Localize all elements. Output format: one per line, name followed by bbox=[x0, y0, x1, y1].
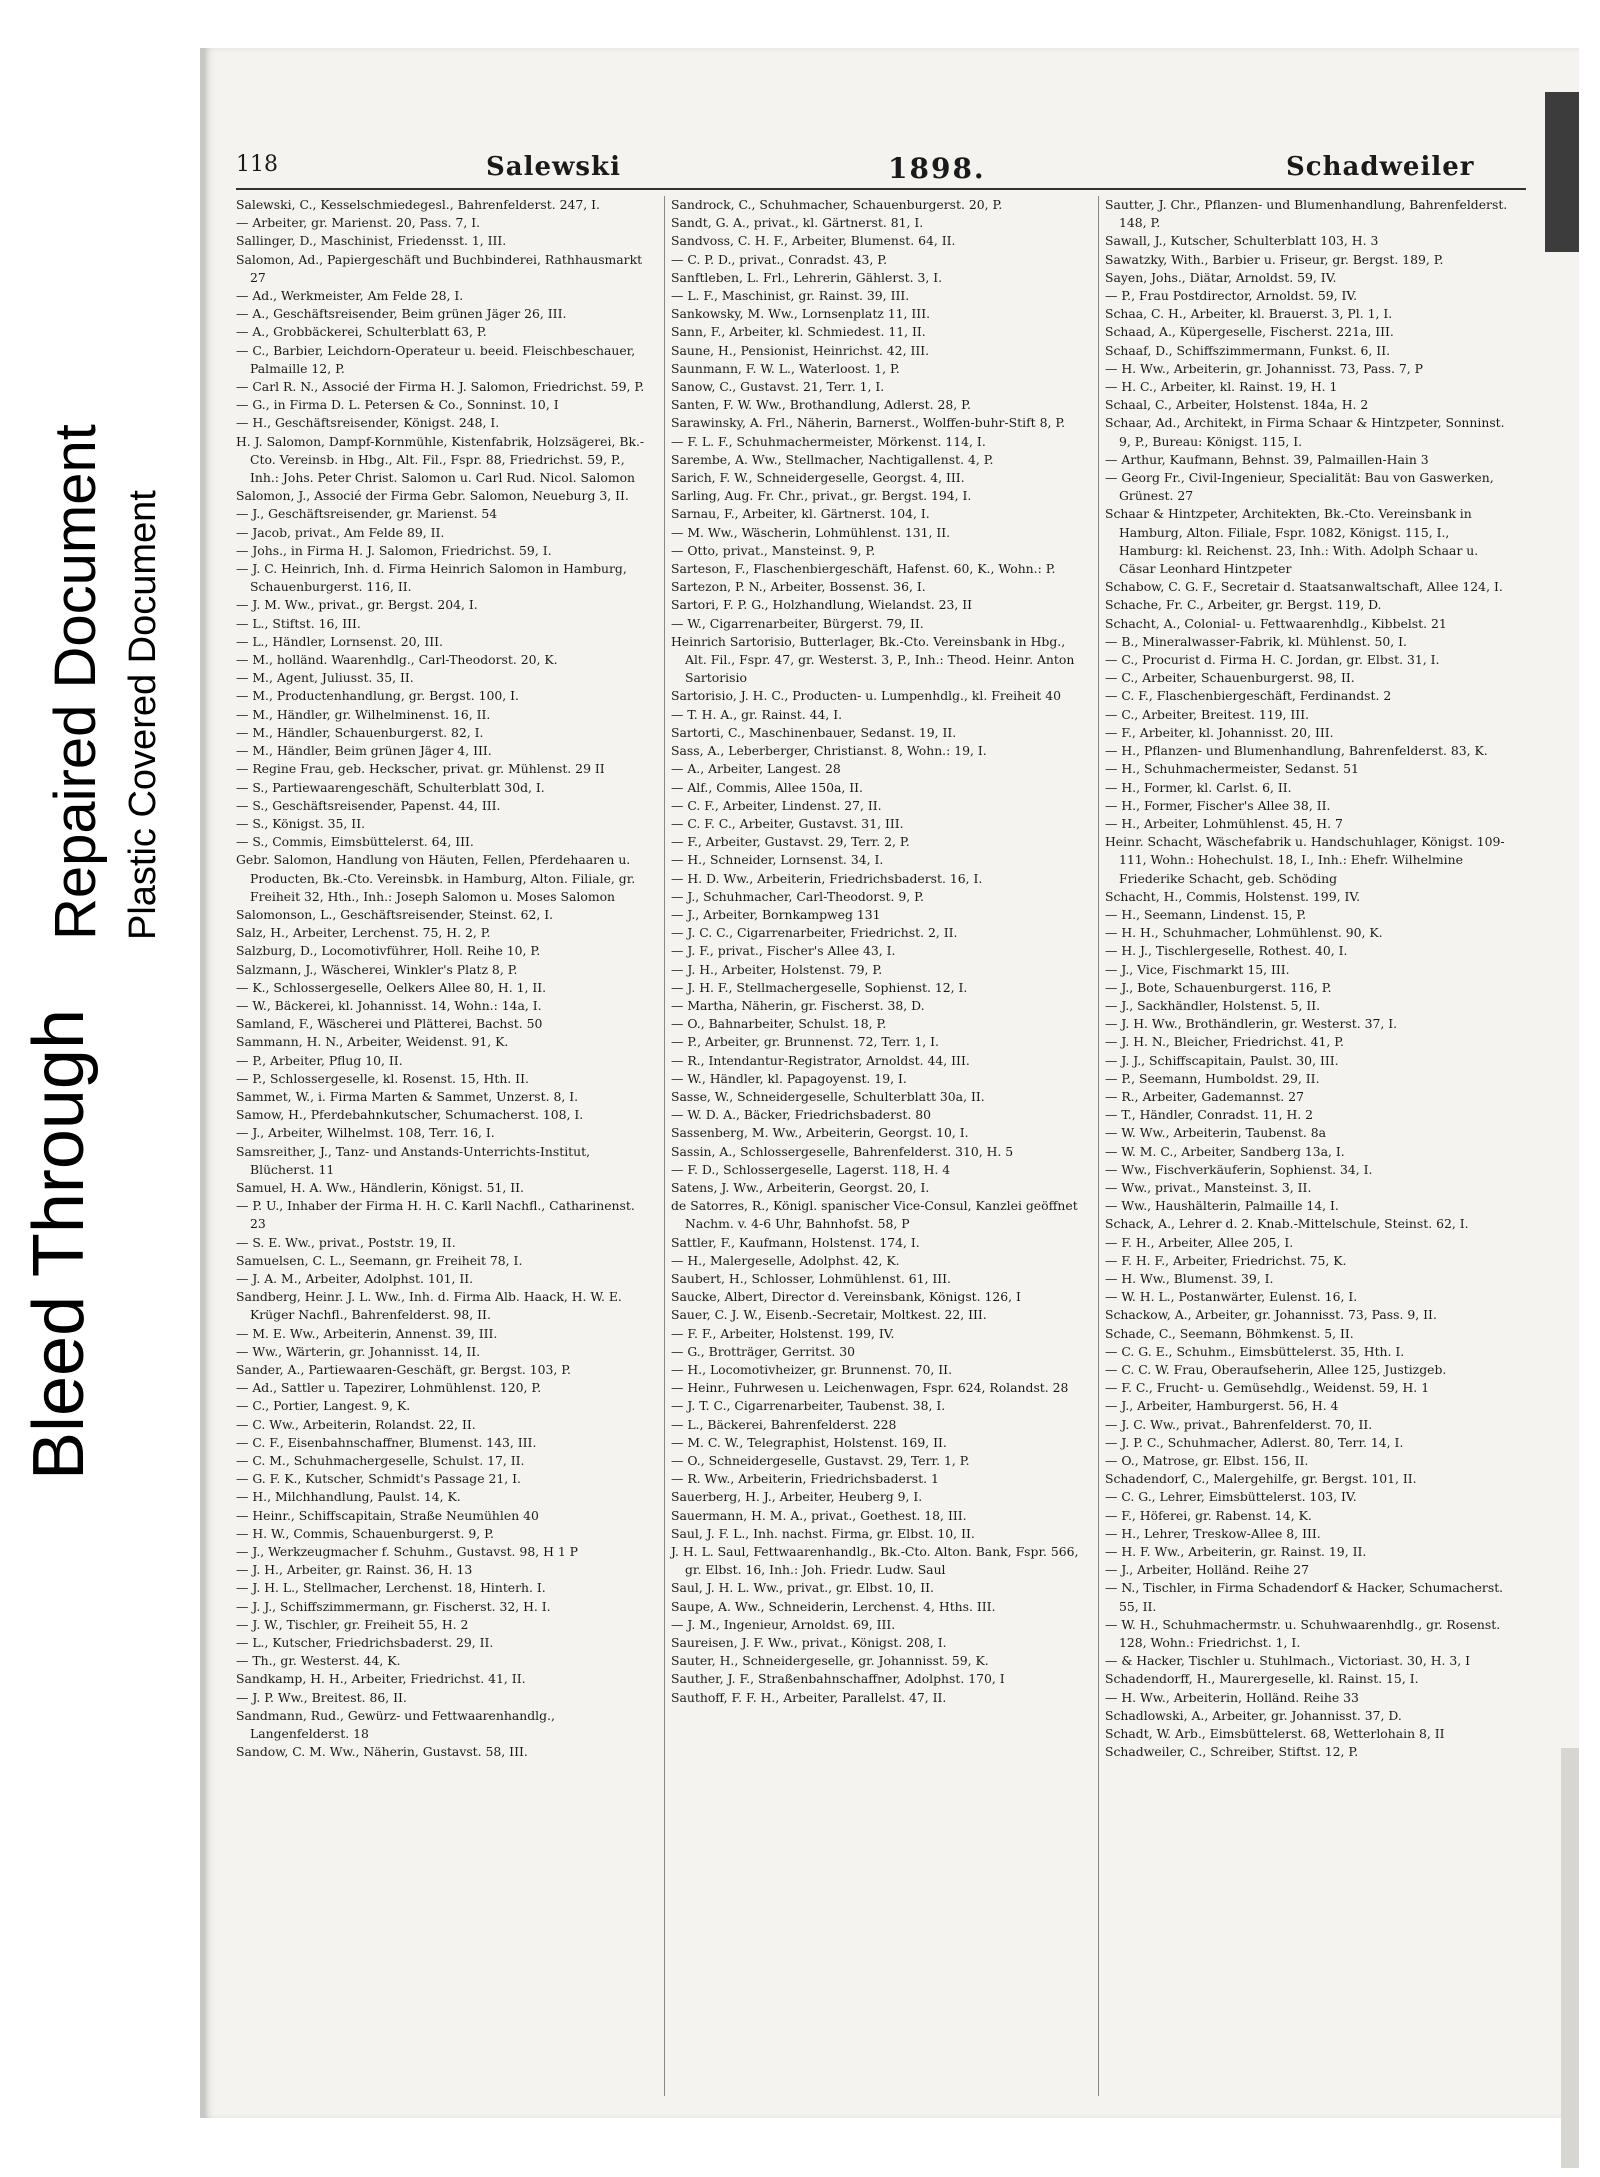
directory-entry: — J., Arbeiter, Hamburgerst. 56, H. 4 bbox=[1105, 1398, 1339, 1414]
directory-entry: — H. C., Arbeiter, kl. Rainst. 19, H. 1 bbox=[1105, 379, 1338, 395]
directory-entry: — J., Bote, Schauenburgerst. 116, P. bbox=[1105, 979, 1332, 995]
directory-entry: — P., Schlossergeselle, kl. Rosenst. 15, Hth. II. bbox=[236, 1070, 529, 1086]
directory-entry: Schaar & Hintzpeter, Architekten, Bk.-Cto. Vereinsbank in Hamburg, Alton. Filiale, Fspr. 1082, Königst. 115, I., Hamburg: kl. Reichenst. 23, Inh.: With. Adolph Schaar u. Cäsar Leonhard Hintzpeter bbox=[1105, 506, 1479, 577]
directory-entry: — G., in Firma D. L. Petersen & Co., Sonninst. 10, I bbox=[236, 397, 559, 413]
directory-entry: — W. Ww., Arbeiterin, Taubenst. 8a bbox=[1105, 1125, 1327, 1141]
directory-entry: Heinr. Schacht, Wäschefabrik u. Handschuhlager, Königst. 109-111, Wohn.: Hohechulst. 18, I., Inh.: Ehefr. Wilhelmine Friederike Schacht, geb. Schöding bbox=[1105, 834, 1505, 886]
directory-entry: Sandmann, Rud., Gewürz- und Fettwaarenhandlg., Langenfelderst. 18 bbox=[236, 1707, 555, 1742]
directory-entry: Sauerberg, H. J., Arbeiter, Heuberg 9, I. bbox=[671, 1489, 923, 1505]
directory-entry: Sammet, W., i. Firma Marten & Sammet, Unzerst. 8, I. bbox=[236, 1088, 579, 1104]
directory-entry: — J. H., Arbeiter, gr. Rainst. 36, H. 13 bbox=[236, 1562, 473, 1578]
directory-entry: — J. H. F., Stellmachergeselle, Sophienst. 12, I. bbox=[671, 979, 968, 995]
directory-entry: — O., Matrose, gr. Elbst. 156, II. bbox=[1105, 1453, 1309, 1469]
directory-entry: — T. H. A., gr. Rainst. 44, I. bbox=[671, 706, 843, 722]
directory-entry: — Otto, privat., Mansteinst. 9, P. bbox=[671, 542, 876, 558]
directory-entry: — H., Schuhmachermeister, Sedanst. 51 bbox=[1105, 761, 1359, 777]
directory-entry: — Georg Fr., Civil-Ingenieur, Specialität: Bau von Gaswerken, Grünest. 27 bbox=[1105, 470, 1494, 504]
directory-entry: Schaa, C. H., Arbeiter, kl. Brauerst. 3, Pl. 1, I. bbox=[1105, 306, 1393, 322]
directory-entry: Saul, J. H. L. Ww., privat., gr. Elbst. 10, II. bbox=[671, 1580, 934, 1596]
directory-entry: Salzburg, D., Locomotivführer, Holl. Reihe 10, P. bbox=[236, 943, 541, 959]
directory-entry: Schaad, A., Küpergeselle, Fischerst. 221a, III. bbox=[1105, 324, 1394, 340]
directory-entry: — C. Ww., Arbeiterin, Rolandst. 22, II. bbox=[236, 1416, 476, 1432]
directory-entry: — A., Grobbäckerei, Schulterblatt 63, P. bbox=[236, 324, 487, 340]
directory-entry: Sassin, A., Schlossergeselle, Bahrenfelderst. 310, H. 5 bbox=[671, 1143, 1014, 1159]
directory-entry: — O., Bahnarbeiter, Schulst. 18, P. bbox=[671, 1016, 887, 1032]
directory-entry: — F. C., Frucht- u. Gemüsehdlg., Weidenst. 59, H. 1 bbox=[1105, 1380, 1430, 1396]
directory-entry: — C. F., Arbeiter, Lindenst. 27, II. bbox=[671, 797, 882, 813]
directory-entry: Sauermann, H. M. A., privat., Goethest. 18, III. bbox=[671, 1507, 967, 1523]
directory-entry: — Ww., Wärterin, gr. Johannisst. 14, II. bbox=[236, 1343, 481, 1359]
directory-entry: — H., Lehrer, Treskow-Allee 8, III. bbox=[1105, 1525, 1321, 1541]
directory-entry: — C., Arbeiter, Schauenburgerst. 98, II. bbox=[1105, 670, 1355, 686]
directory-entry: — C. G. E., Schuhm., Eimsbüttelerst. 35, Hth. I. bbox=[1105, 1343, 1405, 1359]
directory-entry: — W. H., Schuhmachermstr. u. Schuhwaarenhdlg., gr. Rosenst. 128, Wohn.: Friedrichst. 1, I. bbox=[1105, 1616, 1501, 1651]
directory-entry: — Regine Frau, geb. Heckscher, privat. gr. Mühlenst. 29 II bbox=[236, 761, 605, 777]
directory-entry: — J. C. C., Cigarrenarbeiter, Friedrichst. 2, II. bbox=[671, 925, 958, 941]
directory-entry: Sandberg, Heinr. J. L. Ww., Inh. d. Firma Alb. Haack, H. W. E. Krüger Nachfl., Bahrenfelderst. 98, II. bbox=[236, 1289, 622, 1323]
directory-entry: Satens, J. Ww., Arbeiterin, Georgst. 20, I. bbox=[671, 1179, 930, 1195]
directory-entry: — J. J., Schiffscapitain, Paulst. 30, III. bbox=[1105, 1052, 1339, 1068]
directory-entry: — C. F., Flaschenbiergeschäft, Ferdinandst. 2 bbox=[1105, 688, 1392, 704]
directory-page bbox=[200, 48, 1579, 2118]
directory-entry: Sayen, Johs., Diätar, Arnoldst. 59, IV. bbox=[1105, 269, 1337, 285]
directory-entry: Saucke, Albert, Director d. Vereinsbank, Königst. 126, I bbox=[671, 1289, 1021, 1305]
directory-entry: Sarnau, F., Arbeiter, kl. Gärtnerst. 104, I. bbox=[671, 506, 930, 522]
directory-entry: Salz, H., Arbeiter, Lerchenst. 75, H. 2, P. bbox=[236, 925, 491, 941]
directory-entry: Schadendorf, C., Malergehilfe, gr. Bergst. 101, II. bbox=[1105, 1471, 1417, 1487]
directory-entry: — H., Arbeiter, Lohmühlenst. 45, H. 7 bbox=[1105, 815, 1343, 831]
repaired-document-label: Repaired Document bbox=[43, 424, 108, 940]
directory-entry: — R., Arbeiter, Gademannst. 27 bbox=[1105, 1088, 1304, 1104]
directory-entry: — Carl R. N., Associé der Firma H. J. Salomon, Friedrichst. 59, P. bbox=[236, 379, 645, 395]
directory-entry: Schackow, A., Arbeiter, gr. Johannisst. 73, Pass. 9, II. bbox=[1105, 1307, 1437, 1323]
directory-entry: Heinrich Sartorisio, Butterlager, Bk.-Cto. Vereinsbank in Hbg., Alt. Fil., Fspr. 47, gr. Westerst. 3, P., Inh.: Theod. Heinr. Anton Sartorisio bbox=[671, 633, 1075, 686]
directory-entry: — Heinr., Schiffscapitain, Straße Neumühlen 40 bbox=[236, 1507, 539, 1523]
directory-entry: — L. F., Maschinist, gr. Rainst. 39, III. bbox=[671, 288, 910, 304]
directory-entry: Sartori, F. P. G., Holzhandlung, Wielandst. 23, II bbox=[671, 597, 973, 613]
directory-entry: Saune, H., Pensionist, Heinrichst. 42, III. bbox=[671, 342, 930, 358]
directory-entry: Sallinger, D., Maschinist, Friedensst. 1, III. bbox=[236, 233, 507, 249]
directory-entry: — L., Kutscher, Friedrichsbaderst. 29, II. bbox=[236, 1635, 494, 1651]
directory-entry: Sartorti, C., Maschinenbauer, Sedanst. 19, II. bbox=[671, 724, 957, 740]
directory-entry: — J. A. M., Arbeiter, Adolphst. 101, II. bbox=[236, 1270, 474, 1286]
directory-entry: Salzmann, J., Wäscherei, Winkler's Platz 8, P. bbox=[236, 961, 518, 977]
directory-entry: — H., Pflanzen- und Blumenhandlung, Bahrenfelderst. 83, K. bbox=[1105, 743, 1488, 759]
directory-entry: H. J. Salomon, Dampf-Kornmühle, Kistenfabrik, Holzsägerei, Bk.-Cto. Vereinsb. in Hbg., Alt. Fil., Fspr. 88, Friedrichst. 59, P., Inh.: Johs. Peter Christ. Salomon u. Carl Rud. Nicol. Salomon bbox=[236, 433, 645, 486]
directory-entry: Samsreither, J., Tanz- und Anstands-Unterrichts-Institut, Blücherst. 11 bbox=[236, 1143, 591, 1177]
directory-entry: — J. H. Ww., Brothändlerin, gr. Westerst. 37, I. bbox=[1105, 1016, 1398, 1032]
directory-entry: — F. H., Arbeiter, Allee 205, I. bbox=[1105, 1234, 1294, 1250]
directory-entry: — Martha, Näherin, gr. Fischerst. 38, D. bbox=[671, 997, 925, 1013]
directory-entry: — P., Arbeiter, gr. Brunnenst. 72, Terr. 1, I. bbox=[671, 1034, 939, 1050]
directory-entry: — A., Arbeiter, Langest. 28 bbox=[671, 761, 841, 777]
directory-entry: — Jacob, privat., Am Felde 89, II. bbox=[236, 524, 445, 540]
directory-entry: — M. E. Ww., Arbeiterin, Annenst. 39, III. bbox=[236, 1325, 498, 1341]
directory-entry: — R., Intendantur-Registrator, Arnoldst. 44, III. bbox=[671, 1052, 970, 1068]
directory-entry: — H., Seemann, Lindenst. 15, P. bbox=[1105, 906, 1307, 922]
directory-entry: — F., Höferei, gr. Rabenst. 14, K. bbox=[1105, 1507, 1312, 1523]
directory-entry: — M., Händler, gr. Wilhelminenst. 16, II. bbox=[236, 706, 491, 722]
directory-entry: — M., Agent, Juliusst. 35, II. bbox=[236, 670, 414, 686]
header-left-word: Salewski bbox=[486, 152, 621, 182]
directory-entry: — H., Geschäftsreisender, Königst. 248, I. bbox=[236, 415, 500, 431]
directory-entry: Sarling, Aug. Fr. Chr., privat., gr. Bergst. 194, I. bbox=[671, 488, 972, 504]
directory-entry: Sander, A., Partiewaaren-Geschäft, gr. Bergst. 103, P. bbox=[236, 1362, 571, 1377]
directory-entry: — C., Procurist d. Firma H. C. Jordan, gr. Elbst. 31, I. bbox=[1105, 652, 1440, 668]
directory-entry: — J., Arbeiter, Bornkampweg 131 bbox=[671, 906, 881, 922]
directory-entry: Schaal, C., Arbeiter, Holstenst. 184a, H. 2 bbox=[1105, 397, 1369, 413]
directory-entry: — H. Ww., Arbeiterin, Holländ. Reihe 33 bbox=[1105, 1689, 1359, 1705]
directory-entry: Schacht, H., Commis, Holstenst. 199, IV. bbox=[1105, 888, 1361, 904]
directory-entry: — F. H. F., Arbeiter, Friedrichst. 75, K. bbox=[1105, 1252, 1347, 1268]
directory-entry: — & Hacker, Tischler u. Stuhlmach., Victoriast. 30, H. 3, I bbox=[1105, 1653, 1471, 1669]
directory-entry: Schache, Fr. C., Arbeiter, gr. Bergst. 119, D. bbox=[1105, 597, 1382, 613]
plastic-covered-label: Plastic Covered Document bbox=[122, 490, 164, 940]
directory-entry: — P. U., Inhaber der Firma H. H. C. Karll Nachfl., Catharinenst. 23 bbox=[236, 1198, 635, 1232]
directory-entry: — S., Geschäftsreisender, Papenst. 44, III. bbox=[236, 797, 501, 813]
directory-entry: — M., Productenhandlung, gr. Bergst. 100, I. bbox=[236, 688, 519, 704]
directory-entry: — F. L. F., Schuhmachermeister, Mörkenst. 114, I. bbox=[671, 433, 986, 449]
directory-entry: — C. G., Lehrer, Eimsbüttelerst. 103, IV. bbox=[1105, 1489, 1357, 1505]
header-rule bbox=[236, 188, 1526, 190]
directory-entry: — B., Mineralwasser-Fabrik, kl. Mühlenst. 50, I. bbox=[1105, 633, 1407, 649]
directory-entry: — M. Ww., Wäscherin, Lohmühlenst. 131, II. bbox=[671, 524, 951, 540]
directory-entry: Sassenberg, M. Ww., Arbeiterin, Georgst. 10, I. bbox=[671, 1125, 969, 1141]
header-right-word: Schadweiler bbox=[1286, 152, 1475, 182]
directory-entry: Gebr. Salomon, Handlung von Häuten, Fellen, Pferdehaaren u. Producten, Bk.-Cto. Vereinsbk. in Hamburg, Alton. Filiale, gr. Freiheit 32, Hth., Inh.: Joseph Salomon u. Moses Salomon bbox=[236, 852, 636, 904]
directory-entry: — J., Arbeiter, Holländ. Reihe 27 bbox=[1105, 1562, 1310, 1578]
directory-entry: — Heinr., Fuhrwesen u. Leichenwagen, Fspr. 624, Rolandst. 28 bbox=[671, 1380, 1069, 1396]
directory-entry: — W. H. L., Postanwärter, Eulenst. 16, I. bbox=[1105, 1289, 1358, 1305]
directory-entry: — H., Schneider, Lornsenst. 34, I. bbox=[671, 852, 884, 868]
directory-entry: Samuel, H. A. Ww., Händlerin, Königst. 51, II. bbox=[236, 1179, 524, 1195]
directory-entry: — G., Brotträger, Gerritst. 30 bbox=[671, 1343, 856, 1359]
directory-entry: — J., Werkzeugmacher f. Schuhm., Gustavst. 98, H 1 P bbox=[236, 1544, 578, 1560]
directory-entry: — W. D. A., Bäcker, Friedrichsbaderst. 80 bbox=[671, 1107, 932, 1123]
directory-entry: Saul, J. F. L., Inh. nachst. Firma, gr. Elbst. 10, II. bbox=[671, 1525, 975, 1541]
directory-entry: Schack, A., Lehrer d. 2. Knab.-Mittelschule, Steinst. 62, I. bbox=[1105, 1216, 1469, 1232]
directory-entry: — J. H. L., Stellmacher, Lerchenst. 18, Hinterh. I. bbox=[236, 1580, 546, 1596]
directory-entry: — W. M. C., Arbeiter, Sandberg 13a, I. bbox=[1105, 1143, 1345, 1159]
directory-entry: Sauthoff, F. F. H., Arbeiter, Parallelst. 47, II. bbox=[671, 1689, 947, 1705]
column-3 bbox=[1098, 196, 1517, 2096]
directory-entry: Sauer, C. J. W., Eisenb.-Secretair, Moltkest. 22, III. bbox=[671, 1307, 987, 1323]
directory-entry: — C. P. D., privat., Conradst. 43, P. bbox=[671, 251, 888, 267]
directory-entry: Salomon, Ad., Papiergeschäft und Buchbinderei, Rathhausmarkt 27 bbox=[236, 251, 643, 285]
directory-entry: Sartorisio, J. H. C., Producten- u. Lumpenhdlg., kl. Freiheit 40 bbox=[671, 688, 1061, 704]
directory-entry: Schaaf, D., Schiffszimmermann, Funkst. 6, II. bbox=[1105, 342, 1391, 358]
directory-entry: Schaar, Ad., Architekt, in Firma Schaar & Hintzpeter, Sonninst. 9, P., Bureau: Königst. 115, I. bbox=[1105, 415, 1505, 449]
directory-entry: — N., Tischler, in Firma Schadendorf & Hacker, Schumacherst. 55, II. bbox=[1105, 1580, 1504, 1614]
directory-entry: Schadendorff, H., Maurergeselle, kl. Rainst. 15, I. bbox=[1105, 1671, 1419, 1687]
directory-entry: — J. H. N., Bleicher, Friedrichst. 41, P. bbox=[1105, 1034, 1344, 1050]
directory-entry: — C., Barbier, Leichdorn-Operateur u. beeid. Fleischbeschauer, Palmaille 12, P. bbox=[236, 342, 636, 376]
directory-entry: — H., Malergeselle, Adolphst. 42, K. bbox=[671, 1252, 900, 1268]
directory-entry: — J. P. C., Schuhmacher, Adlerst. 80, Terr. 14, I. bbox=[1105, 1434, 1404, 1450]
directory-entry: — Ww., Fischverkäuferin, Sophienst. 34, I. bbox=[1105, 1161, 1373, 1177]
directory-entry: — J., Vice, Fischmarkt 15, III. bbox=[1105, 961, 1290, 977]
scan-edge-light bbox=[1561, 1748, 1579, 2168]
directory-entry: — W., Cigarrenarbeiter, Bürgerst. 79, II. bbox=[671, 615, 924, 631]
directory-entry: — H., Former, kl. Carlst. 6, II. bbox=[1105, 779, 1292, 795]
directory-entry: — F. D., Schlossergeselle, Lagerst. 118, H. 4 bbox=[671, 1161, 951, 1177]
directory-entry: — J. M. Ww., privat., gr. Bergst. 204, I. bbox=[236, 597, 478, 613]
directory-entry: Sarteson, F., Flaschenbiergeschäft, Hafenst. 60, K., Wohn.: P. bbox=[671, 561, 1056, 577]
directory-entry: — H., Locomotivheizer, gr. Brunnenst. 70, II. bbox=[671, 1362, 953, 1377]
directory-entry: — Ad., Werkmeister, Am Felde 28, I. bbox=[236, 288, 464, 304]
directory-entry: — J. F., privat., Fischer's Allee 43, I. bbox=[671, 943, 896, 959]
directory-entry: — G. F. K., Kutscher, Schmidt's Passage 21, I. bbox=[236, 1471, 521, 1487]
directory-entry: — J. T. C., Cigarrenarbeiter, Taubenst. 38, I. bbox=[671, 1398, 946, 1414]
directory-entry: Samuelsen, C. L., Seemann, gr. Freiheit 78, I. bbox=[236, 1252, 523, 1268]
directory-entry: Schacht, A., Colonial- u. Fettwaarenhdlg., Kibbelst. 21 bbox=[1105, 615, 1447, 631]
directory-entry: — H., Milchhandlung, Paulst. 14, K. bbox=[236, 1489, 461, 1505]
directory-entry: Sanftleben, L. Frl., Lehrerin, Gählerst. 3, I. bbox=[671, 269, 943, 285]
directory-entry: Sass, A., Leberberger, Christianst. 8, Wohn.: 19, I. bbox=[671, 743, 987, 759]
directory-entry: Sarich, F. W., Schneidergeselle, Georgst. 4, III. bbox=[671, 470, 965, 486]
directory-entry: — P., Seemann, Humboldst. 29, II. bbox=[1105, 1070, 1320, 1086]
directory-entry: — W., Bäckerei, kl. Johannisst. 14, Wohn.: 14a, I. bbox=[236, 997, 542, 1013]
directory-entry: — H. D. Ww., Arbeiterin, Friedrichsbaderst. 16, I. bbox=[671, 870, 983, 886]
directory-entry: Schadweiler, C., Schreiber, Stiftst. 12, P. bbox=[1105, 1744, 1359, 1760]
directory-entry: — F., Arbeiter, kl. Johannisst. 20, III. bbox=[1105, 724, 1334, 740]
directory-entry: — J. P. Ww., Breitest. 86, II. bbox=[236, 1689, 407, 1705]
scan-edge-shadow bbox=[1545, 92, 1579, 252]
directory-entry: — H. Ww., Blumenst. 39, I. bbox=[1105, 1270, 1274, 1286]
directory-entry: — J., Sackhändler, Holstenst. 5, II. bbox=[1105, 997, 1321, 1013]
directory-entry: Sartezon, P. N., Arbeiter, Bossenst. 36, I. bbox=[671, 579, 926, 595]
directory-entry: Sann, F., Arbeiter, kl. Schmiedest. 11, II. bbox=[671, 324, 926, 340]
directory-entry: — H. J., Tischlergeselle, Rothest. 40, I. bbox=[1105, 943, 1348, 959]
directory-entry: J. H. L. Saul, Fettwaarenhandlg., Bk.-Cto. Alton. Bank, Fspr. 566, gr. Elbst. 16, Inh.: Joh. Friedr. Ludw. Saul bbox=[671, 1544, 1079, 1578]
directory-entry: Sarawinsky, A. Frl., Näherin, Barnerst., Wolffen-buhr-Stift 8, P. bbox=[671, 415, 1066, 431]
directory-entry: Samland, F., Wäscherei und Plätterei, Bachst. 50 bbox=[236, 1016, 543, 1032]
directory-entry: Sandrock, C., Schuhmacher, Schauenburgerst. 20, P. bbox=[671, 197, 1003, 212]
header-year: 1898. bbox=[888, 152, 986, 185]
directory-entry: — L., Stiftst. 16, III. bbox=[236, 615, 361, 631]
directory-entry: Sarembe, A. Ww., Stellmacher, Nachtigallenst. 4, P. bbox=[671, 451, 994, 467]
directory-entry: — P., Frau Postdirector, Arnoldst. 59, IV. bbox=[1105, 288, 1358, 304]
directory-entry: Schade, C., Seemann, Böhmkenst. 5, II. bbox=[1105, 1325, 1354, 1341]
directory-entry: Schadt, W. Arb., Eimsbüttelerst. 68, Wetterlohain 8, II bbox=[1105, 1726, 1445, 1742]
directory-entry: — W., Händler, kl. Papagoyenst. 19, I. bbox=[671, 1070, 907, 1086]
directory-entry: — A., Geschäftsreisender, Beim grünen Jäger 26, III. bbox=[236, 306, 567, 322]
directory-entry: — Ad., Sattler u. Tapezirer, Lohmühlenst. 120, P. bbox=[236, 1380, 542, 1396]
directory-entry: Sawall, J., Kutscher, Schulterblatt 103, H. 3 bbox=[1105, 233, 1379, 249]
directory-entry: Schabow, C. G. F., Secretair d. Staatsanwaltschaft, Allee 124, I. bbox=[1105, 579, 1503, 595]
bleed-through-label: Bleed Through bbox=[19, 1008, 99, 1480]
directory-entry: Sauther, J. F., Straßenbahnschaffner, Adolphst. 170, I bbox=[671, 1671, 1005, 1687]
directory-entry: — C. M., Schuhmachergeselle, Schulst. 17, II. bbox=[236, 1453, 525, 1469]
column-2 bbox=[664, 196, 1083, 2096]
page-number: 118 bbox=[236, 152, 278, 177]
directory-entry: — F. F., Arbeiter, Holstenst. 199, IV. bbox=[671, 1325, 895, 1341]
directory-entry: — H. F. Ww., Arbeiterin, gr. Rainst. 19, II. bbox=[1105, 1544, 1367, 1560]
directory-entry: — J. W., Tischler, gr. Freiheit 55, H. 2 bbox=[236, 1616, 469, 1632]
directory-entry: Saubert, H., Schlosser, Lohmühlenst. 61, III. bbox=[671, 1270, 951, 1286]
column-1 bbox=[236, 196, 648, 2096]
annotation-labels bbox=[0, 0, 210, 2177]
directory-entry: — Alf., Commis, Allee 150a, II. bbox=[671, 779, 863, 795]
directory-entry: — J. C. Ww., privat., Bahrenfelderst. 70, II. bbox=[1105, 1416, 1373, 1432]
directory-entry: Sawatzky, With., Barbier u. Friseur, gr. Bergst. 189, P. bbox=[1105, 251, 1444, 267]
directory-entry: — H. Ww., Arbeiterin, gr. Johannisst. 73, Pass. 7, P bbox=[1105, 360, 1424, 376]
directory-entry: — S., Königst. 35, II. bbox=[236, 815, 366, 831]
directory-entry: — P., Arbeiter, Pflug 10, II. bbox=[236, 1052, 403, 1068]
directory-columns bbox=[236, 196, 1536, 2096]
directory-entry: — J. J., Schiffszimmermann, gr. Fischerst. 32, H. I. bbox=[236, 1598, 551, 1614]
directory-entry: Samow, H., Pferdebahnkutscher, Schumacherst. 108, I. bbox=[236, 1107, 584, 1123]
directory-entry: — C., Arbeiter, Breitest. 119, III. bbox=[1105, 706, 1310, 722]
directory-entry: Sautter, J. Chr., Pflanzen- und Blumenhandlung, Bahrenfelderst. 148, P. bbox=[1105, 197, 1508, 231]
directory-entry: — J., Geschäftsreisender, gr. Marienst. 54 bbox=[236, 506, 498, 522]
directory-entry: — H. H., Schuhmacher, Lohmühlenst. 90, K. bbox=[1105, 925, 1383, 941]
directory-entry: — S., Partiewaarengeschäft, Schulterblatt 30d, I. bbox=[236, 779, 545, 795]
directory-entry: Sankowsky, M. Ww., Lornsenplatz 11, III. bbox=[671, 306, 931, 322]
directory-entry: — C., Portier, Langest. 9, K. bbox=[236, 1398, 411, 1414]
directory-entry: — J., Arbeiter, Wilhelmst. 108, Terr. 16, I. bbox=[236, 1125, 495, 1141]
directory-entry: Sattler, F., Kaufmann, Holstenst. 174, I. bbox=[671, 1234, 920, 1250]
directory-entry: Sanow, C., Gustavst. 21, Terr. 1, I. bbox=[671, 379, 885, 395]
directory-entry: Sandt, G. A., privat., kl. Gärtnerst. 81, I. bbox=[671, 215, 924, 231]
directory-entry: Sammann, H. N., Arbeiter, Weidenst. 91, K. bbox=[236, 1034, 509, 1050]
directory-entry: — T., Händler, Conradst. 11, H. 2 bbox=[1105, 1107, 1314, 1123]
directory-entry: — Johs., in Firma H. J. Salomon, Friedrichst. 59, I. bbox=[236, 542, 552, 558]
directory-entry: — J. M., Ingenieur, Arnoldst. 69, III. bbox=[671, 1616, 896, 1632]
directory-entry: Sandow, C. M. Ww., Näherin, Gustavst. 58, III. bbox=[236, 1744, 528, 1760]
directory-entry: — J., Schuhmacher, Carl-Theodorst. 9, P. bbox=[671, 888, 924, 904]
directory-entry: — Th., gr. Westerst. 44, K. bbox=[236, 1653, 401, 1669]
directory-entry: — C. F. C., Arbeiter, Gustavst. 31, III. bbox=[671, 815, 904, 831]
directory-entry: Santen, F. W. Ww., Brothandlung, Adlerst. 28, P. bbox=[671, 397, 971, 413]
directory-entry: — J. H., Arbeiter, Holstenst. 79, P. bbox=[671, 961, 883, 977]
directory-entry: — J. C. Heinrich, Inh. d. Firma Heinrich Salomon in Hamburg, Schauenburgerst. 116, II. bbox=[236, 561, 627, 595]
directory-entry: — O., Schneidergeselle, Gustavst. 29, Terr. 1, P. bbox=[671, 1453, 970, 1469]
directory-entry: — S. E. Ww., privat., Poststr. 19, II. bbox=[236, 1234, 456, 1250]
directory-entry: — R. Ww., Arbeiterin, Friedrichsbaderst. 1 bbox=[671, 1471, 939, 1487]
directory-entry: — C. F., Eisenbahnschaffner, Blumenst. 143, III. bbox=[236, 1434, 537, 1450]
directory-entry: de Satorres, R., Königl. spanischer Vice-Consul, Kanzlei geöffnet Nachm. v. 4-6 Uhr, Bahnhofst. 58, P bbox=[671, 1198, 1078, 1232]
directory-entry: Sandkamp, H. H., Arbeiter, Friedrichst. 41, II. bbox=[236, 1671, 526, 1687]
directory-entry: Sandvoss, C. H. F., Arbeiter, Blumenst. 64, II. bbox=[671, 233, 956, 249]
directory-entry: — Arthur, Kaufmann, Behnst. 39, Palmaillen-Hain 3 bbox=[1105, 451, 1429, 467]
directory-entry: — S., Commis, Eimsbüttelerst. 64, III. bbox=[236, 834, 474, 850]
directory-entry: — L., Bäckerei, Bahrenfelderst. 228 bbox=[671, 1416, 897, 1432]
directory-entry: — L., Händler, Lornsenst. 20, III. bbox=[236, 633, 443, 649]
directory-entry: — H. W., Commis, Schauenburgerst. 9, P. bbox=[236, 1525, 494, 1541]
directory-entry: Sasse, W., Schneidergeselle, Schulterblatt 30a, II. bbox=[671, 1088, 985, 1104]
directory-entry: — M., Händler, Schauenburgerst. 82, I. bbox=[236, 724, 484, 740]
directory-entry: Salomonson, L., Geschäftsreisender, Steinst. 62, I. bbox=[236, 906, 554, 922]
directory-entry: — Arbeiter, gr. Marienst. 20, Pass. 7, I. bbox=[236, 215, 481, 231]
directory-entry: Saureisen, J. F. Ww., privat., Königst. 208, I. bbox=[671, 1635, 947, 1651]
directory-entry: Salomon, J., Associé der Firma Gebr. Salomon, Neueburg 3, II. bbox=[236, 488, 629, 504]
directory-entry: — K., Schlossergeselle, Oelkers Allee 80, H. 1, II. bbox=[236, 979, 547, 995]
directory-entry: — F., Arbeiter, Gustavst. 29, Terr. 2, P. bbox=[671, 834, 910, 850]
directory-entry: — M., Händler, Beim grünen Jäger 4, III. bbox=[236, 743, 492, 759]
directory-entry: — Ww., Haushälterin, Palmaille 14, I. bbox=[1105, 1198, 1339, 1214]
page-header bbox=[236, 152, 1526, 192]
directory-entry: — H., Former, Fischer's Allee 38, II. bbox=[1105, 797, 1331, 813]
directory-entry: Saupe, A. Ww., Schneiderin, Lerchenst. 4, Hths. III. bbox=[671, 1598, 996, 1614]
directory-entry: — M. C. W., Telegraphist, Holstenst. 169, II. bbox=[671, 1434, 947, 1450]
directory-entry: — Ww., privat., Mansteinst. 3, II. bbox=[1105, 1179, 1312, 1195]
directory-entry: Schadlowski, A., Arbeiter, gr. Johannisst. 37, D. bbox=[1105, 1707, 1402, 1723]
directory-entry: Salewski, C., Kesselschmiedegesl., Bahrenfelderst. 247, I. bbox=[236, 197, 600, 212]
directory-entry: Saunmann, F. W. L., Waterloost. 1, P. bbox=[671, 360, 900, 376]
directory-entry: — C. C. W. Frau, Oberaufseherin, Allee 125, Justizgeb. bbox=[1105, 1362, 1447, 1377]
directory-entry: — M., holländ. Waarenhdlg., Carl-Theodorst. 20, K. bbox=[236, 652, 558, 668]
directory-entry: Sauter, H., Schneidergeselle, gr. Johannisst. 59, K. bbox=[671, 1653, 989, 1669]
